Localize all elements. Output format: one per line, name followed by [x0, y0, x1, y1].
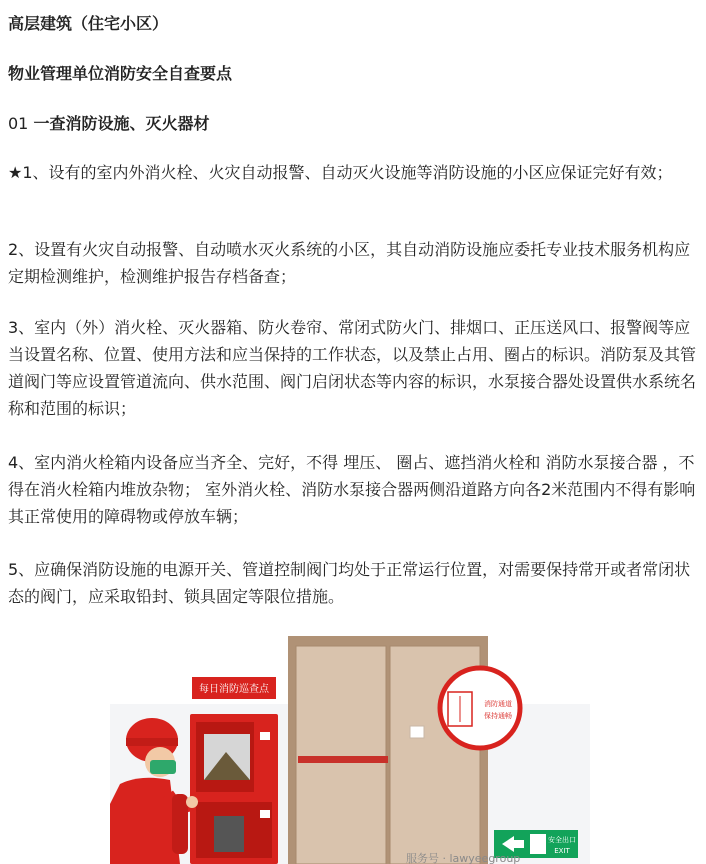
exit-sign-text-en: EXIT [554, 847, 570, 855]
door-sign-text-2: 保持通畅 [484, 712, 512, 720]
section-heading [8, 111, 209, 137]
checklist-item-1: ★1、设有的室内外消火栓、火灾自动报警、自动灭火设施等消防设施的小区应保证完好有效； [8, 163, 673, 182]
section-number: 01 [8, 114, 29, 133]
heading-checklist-title: 物业管理单位消防安全自查要点 [8, 64, 233, 83]
patrol-sign-text: 每日消防巡查点 [199, 684, 269, 695]
section-title: 一查消防设施、灭火器材 [33, 114, 210, 133]
checklist-item-4: 4、室内消火栓箱内设备应当齐全、完好，不得 埋压、 圈占、遮挡消火栓和 消防水泵接合器 ，不得在消火栓箱内堆放杂物； 室外消火栓、消防水泵接合器两侧沿道路方向各2米范围内不得有影响其正常使用的障碍物或停放车辆； [8, 453, 696, 526]
door-push-bar [298, 756, 388, 763]
checklist-item-3: 3、室内（外）消火栓、灭火器箱、防火卷帘、常闭式防火门、排烟口、正压送风口、报警阀等应当设置名称、位置、使用方法和应当保持的工作状态，以及禁止占用、圈占的标识。消防泵及其管道阀门等应设置管道流向、供水范围、阀门启闭状态等内容的标识，水泵接合器处设置供水系统名称和范围的标识； [8, 318, 697, 418]
door-sign-text-1: 消防通道 [484, 700, 512, 708]
left-door [296, 646, 386, 864]
heading-residential: 高层建筑（住宅小区） [8, 14, 169, 33]
fire-safety-illustration [110, 634, 590, 864]
illustration-svg [110, 634, 590, 864]
exit-sign-text: 安全出口 [548, 836, 576, 844]
checklist-item-5: 5、应确保消防设施的电源开关、管道控制阀门均处于正常运行位置，对需要保持常开或者常闭状态的阀门，应采取铅封、锁具固定等限位措施。 [8, 560, 691, 606]
checklist-item-2: 2、设置有火灾自动报警、自动喷水灭火系统的小区，其自动消防设施应委托专业技术服务机构应定期检测维护，检测维护报告存档备查； [8, 240, 691, 286]
watermark: 服务号 · lawyeegroup [406, 852, 521, 864]
